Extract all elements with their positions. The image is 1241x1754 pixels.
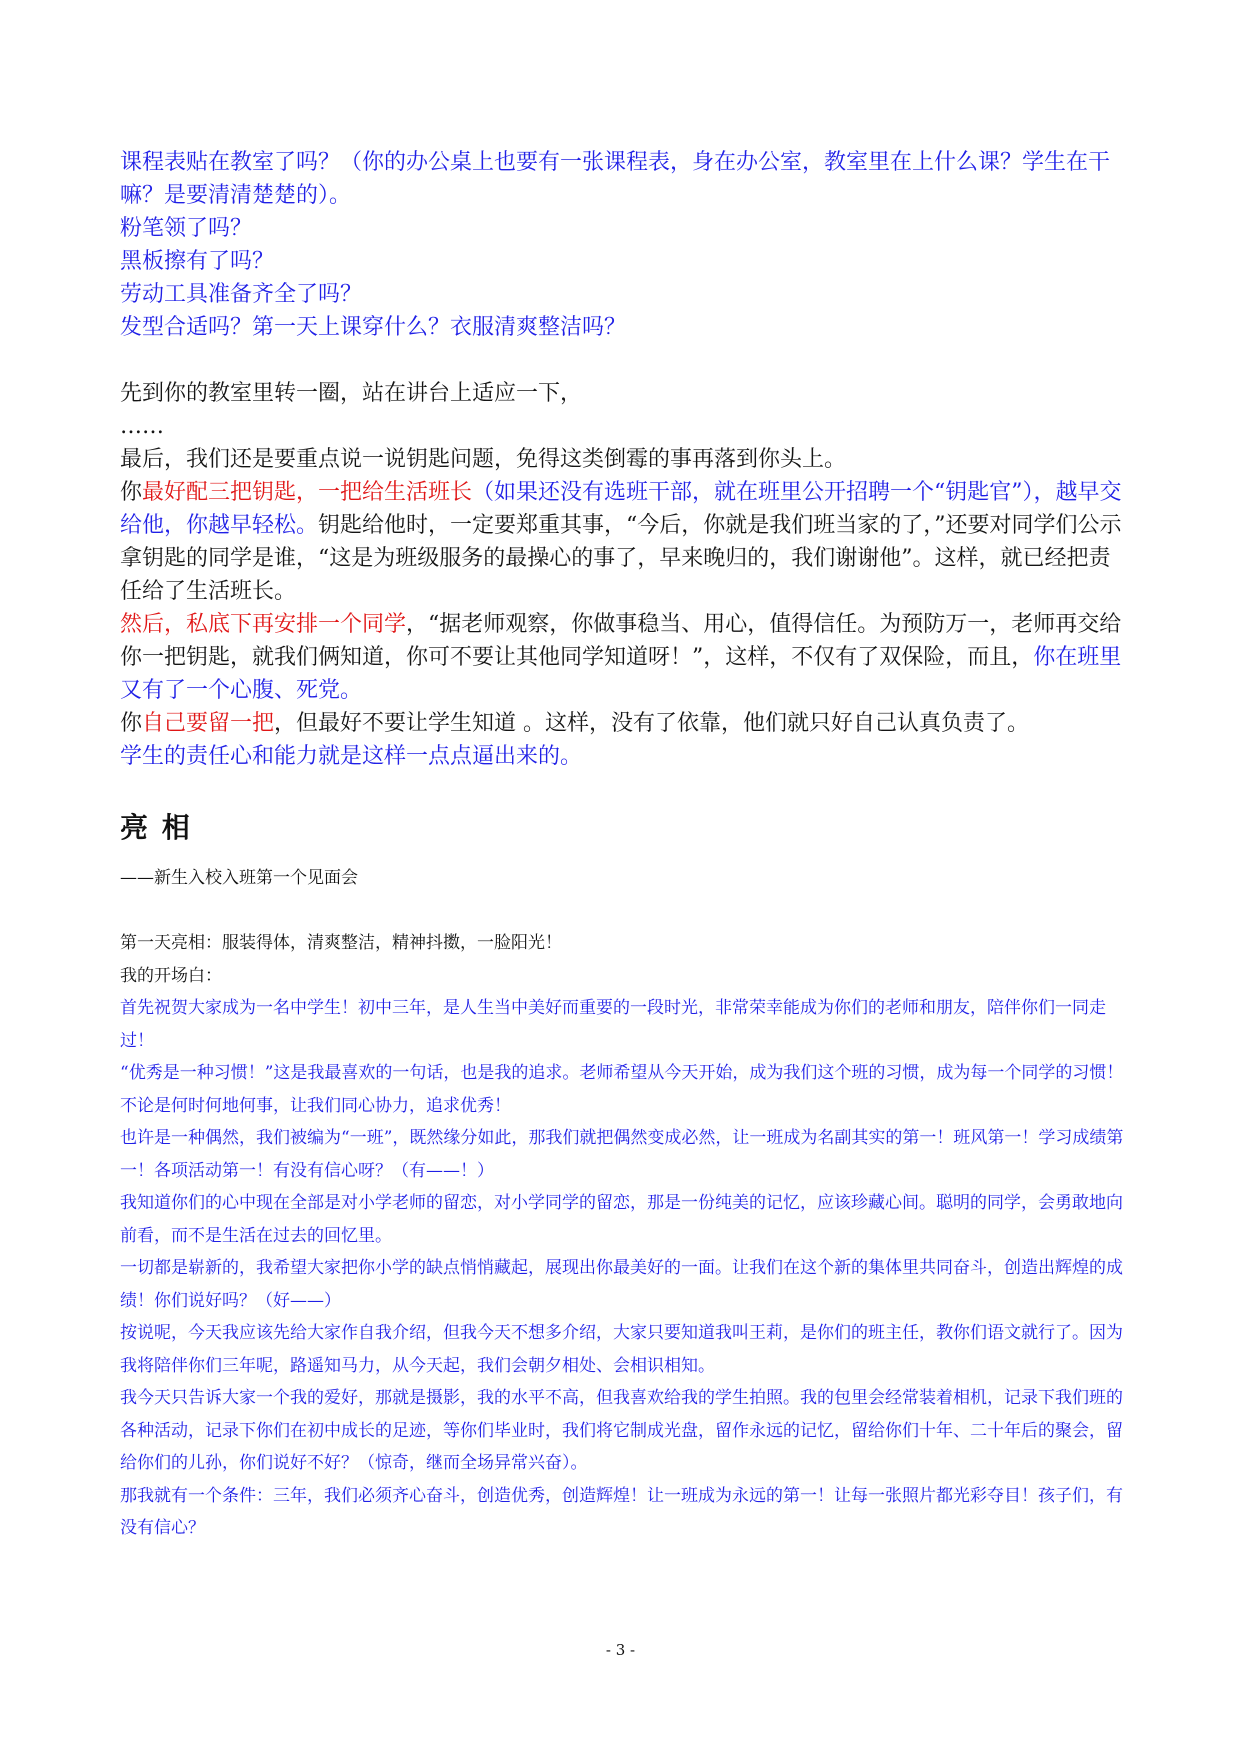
checklist-item-tools: 劳动工具准备齐全了吗？ xyxy=(120,282,363,307)
highlight-blue: 你在班里又有了一个心腹、死党。 xyxy=(120,645,1122,703)
section-subtitle: ——新生入校入班第一个见面会 xyxy=(120,868,358,888)
section-title: 亮 相 xyxy=(120,811,192,844)
paragraph-three-keys xyxy=(120,476,1130,608)
text-segment: 钥匙给他时，一定要郑重其事，“今后，你就是我们班当家的了，”还要对同学们公示拿钥匙的同学是谁，“这是为班级服务的最操心的事了，早来晚归的，我们谢谢他”。这样，就已经把责任给了生活班长。 xyxy=(120,513,1122,604)
paragraph-own-key xyxy=(120,707,1130,740)
highlight-blue: （如果还没有选班干部，就在班里公开招聘一个“钥匙官”），越早交给他，你越早轻松。 xyxy=(120,480,1122,538)
highlight-red: 然后，私底下再安排一个同学 xyxy=(120,612,407,637)
speech-paragraph: 按说呢，今天我应该先给大家作自我介绍，但我今天不想多介绍，大家只要知道我叫王莉，是你们的班主任，教你们语文就行了。因为我将陪伴你们三年呢，路遥知马力，从今天起，我们会朝夕相处、会相识相知。 xyxy=(120,1323,1123,1376)
checklist-item-eraser: 黑板擦有了吗？ xyxy=(120,249,275,274)
paragraph-opening-label: 我的开场白： xyxy=(120,965,222,986)
checklist-item-appearance: 发型合适吗？第一天上课穿什么？衣服清爽整洁吗？ xyxy=(120,315,627,340)
speech-paragraph: 我知道你们的心中现在全部是对小学老师的留恋，对小学同学的留恋，那是一份纯美的记忆，应该珍藏心间。聪明的同学，会勇敢地向前看，而不是生活在过去的回忆里。 xyxy=(120,1193,1123,1246)
paragraph-classroom-tour: 先到你的教室里转一圈，站在讲台上适应一下， xyxy=(120,381,583,406)
highlight-red: 最好配三把钥匙，一把给生活班长 xyxy=(142,480,473,505)
key-advice-section xyxy=(120,377,1130,773)
speech-paragraph: 首先祝贺大家成为一名中学生！初中三年，是人生当中美好而重要的一段时光，非常荣幸能成为你们的老师和朋友，陪伴你们一同走过！ xyxy=(120,998,1106,1051)
speech-paragraph: 那我就有一个条件：三年，我们必须齐心奋斗，创造优秀，创造辉煌！让一班成为永远的第一！让每一张照片都光彩夺目！孩子们，有没有信心？ xyxy=(120,1485,1123,1538)
page-number: - 3 - xyxy=(605,1641,636,1659)
ellipsis: …… xyxy=(120,414,164,439)
speech-paragraph: 我今天只告诉大家一个我的爱好，那就是摄影，我的水平不高，但我喜欢给我的学生拍照。我的包里会经常装着相机，记录下我们班的各种活动，记录下你们在初中成长的足迹，等你们毕业时，我们将它制成光盘，留作永远的记忆，留给你们十年、二十年后的聚会，留给你们的儿孙，你们说好不好？（惊奇，继而全场异常兴奋）。 xyxy=(120,1388,1123,1473)
text-segment: ，但最好不要让学生知道 。这样，没有了依靠，他们就只好自己认真负责了。 xyxy=(274,711,1030,736)
checklist-item-chalk: 粉笔领了吗？ xyxy=(120,216,253,241)
paragraph-first-day: 第一天亮相：服装得体，清爽整洁，精神抖擞，一脸阳光！ xyxy=(120,933,562,953)
speech-paragraph: “优秀是一种习惯！”这是我最喜欢的一句话，也是我的追求。老师希望从今天开始，成为我们这个班的习惯，成为每一个同学的习惯！不论是何时何地何事，让我们同心协力，追求优秀！ xyxy=(120,1063,1124,1116)
text-segment: ，“据老师观察，你做事稳当、用心，值得信任。为预防万一，老师再交给你一把钥匙，就我们俩知道，你可不要让其他同学知道呀！”，这样，不仅有了双保险，而且， xyxy=(120,612,1122,670)
paragraph-conclusion: 学生的责任心和能力就是这样一点点逼出来的。 xyxy=(120,744,583,769)
paragraph-second-key xyxy=(120,608,1130,707)
text-segment: 你 xyxy=(120,480,143,505)
highlight-red: 自己要留一把 xyxy=(142,711,275,736)
text-segment: 你 xyxy=(120,711,143,736)
checklist-item-schedule: 课程表贴在教室了吗？（你的办公桌上也要有一张课程表，身在办公室，教室里在上什么课？学生在干嘛？是要清清楚楚的）。 xyxy=(120,150,1111,208)
checklist-section xyxy=(120,146,1130,344)
paragraph-key-issue: 最后，我们还是要重点说一说钥匙问题，免得这类倒霉的事再落到你头上。 xyxy=(120,447,847,472)
opening-speech-section xyxy=(120,927,1130,1545)
speech-paragraph: 一切都是崭新的，我希望大家把你小学的缺点悄悄藏起，展现出你最美好的一面。让我们在这个新的集体里共同奋斗，创造出辉煌的成绩！你们说好吗？（好——） xyxy=(120,1258,1123,1311)
speech-paragraph: 也许是一种偶然，我们被编为“一班”，既然缘分如此，那我们就把偶然变成必然，让一班成为名副其实的第一！班风第一！学习成绩第一！各项活动第一！有没有信心呀？（有——！） xyxy=(120,1128,1124,1181)
